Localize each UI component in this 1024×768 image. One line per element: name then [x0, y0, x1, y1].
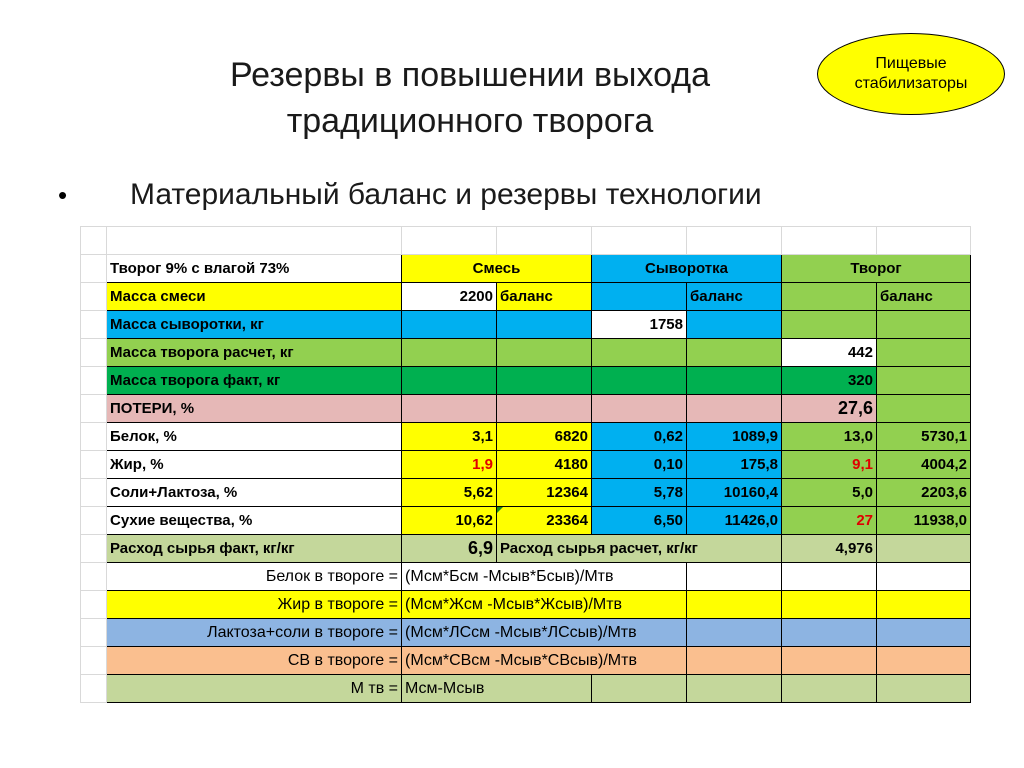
- salts-mix-balance: 12364: [497, 479, 592, 507]
- formula-row: [81, 591, 971, 619]
- badge-line1: Пищевые: [875, 55, 947, 72]
- fat-mix-pct: 1,9: [402, 451, 497, 479]
- formula-row: [81, 563, 971, 591]
- fat-whey-balance: 175,8: [687, 451, 782, 479]
- header-curd: Творог: [782, 255, 971, 283]
- table-row: [81, 283, 971, 311]
- balance-table: [80, 226, 971, 703]
- losses-value: 27,6: [782, 395, 877, 423]
- table-header-row: [81, 255, 971, 283]
- formula-text: (Мсм*Бсм -Мсыв*Бсыв)/Мтв: [402, 563, 687, 591]
- formula-label: Жир в твороге =: [107, 591, 402, 619]
- row-label: Масса смеси: [107, 283, 402, 311]
- consumption-calc-value: 4,976: [782, 535, 877, 563]
- slide-title: [150, 52, 790, 144]
- curd-fact-value: 320: [782, 367, 877, 395]
- formula-label: СВ в твороге =: [107, 647, 402, 675]
- row-label: Масса творога факт, кг: [107, 367, 402, 395]
- mix-balance: баланс: [497, 283, 592, 311]
- table-row: [81, 339, 971, 367]
- salts-whey-balance: 10160,4: [687, 479, 782, 507]
- protein-mix-balance: 6820: [497, 423, 592, 451]
- formula-label: М тв =: [107, 675, 402, 703]
- table-row: [81, 423, 971, 451]
- solids-mix-pct: 10,62: [402, 507, 497, 535]
- row-label: Масса творога расчет, кг: [107, 339, 402, 367]
- solids-whey-balance: 11426,0: [687, 507, 782, 535]
- protein-mix-pct: 3,1: [402, 423, 497, 451]
- header-whey: Сыворотка: [592, 255, 782, 283]
- protein-whey-balance: 1089,9: [687, 423, 782, 451]
- protein-whey-pct: 0,62: [592, 423, 687, 451]
- whey-mass-value: 1758: [592, 311, 687, 339]
- salts-curd-pct: 5,0: [782, 479, 877, 507]
- curd-balance: баланс: [877, 283, 971, 311]
- formula-text: Мсм-Мсыв: [402, 675, 592, 703]
- row-label: Белок, %: [107, 423, 402, 451]
- formula-text: (Мсм*ЛСсм -Мсыв*ЛСсыв)/Мтв: [402, 619, 687, 647]
- bullet-icon: •: [58, 180, 68, 210]
- row-label: Жир, %: [107, 451, 402, 479]
- table-row: [81, 535, 971, 563]
- row-label: Масса сыворотки, кг: [107, 311, 402, 339]
- formula-label: Лактоза+соли в твороге =: [107, 619, 402, 647]
- curd-calc-value: 442: [782, 339, 877, 367]
- consumption-fact-label: Расход сырья факт, кг/кг: [107, 535, 402, 563]
- formula-row: [81, 619, 971, 647]
- salts-curd-balance: 2203,6: [877, 479, 971, 507]
- slide-title-line2: традиционного творога: [286, 102, 654, 140]
- formula-label: Белок в твороге =: [107, 563, 402, 591]
- fat-curd-balance: 4004,2: [877, 451, 971, 479]
- header-label: Творог 9% с влагой 73%: [107, 255, 402, 283]
- fat-mix-balance: 4180: [497, 451, 592, 479]
- formula-text: (Мсм*СВсм -Мсыв*СВсыв)/Мтв: [402, 647, 687, 675]
- badge-line2: стабилизаторы: [854, 75, 968, 92]
- formula-row: [81, 647, 971, 675]
- fat-whey-pct: 0,10: [592, 451, 687, 479]
- table-row: [81, 479, 971, 507]
- solids-whey-pct: 6,50: [592, 507, 687, 535]
- protein-curd-pct: 13,0: [782, 423, 877, 451]
- row-label: ПОТЕРИ, %: [107, 395, 402, 423]
- solids-curd-balance: 11938,0: [877, 507, 971, 535]
- table-row: [81, 507, 971, 535]
- salts-mix-pct: 5,62: [402, 479, 497, 507]
- solids-mix-balance: 23364: [497, 507, 592, 535]
- header-mix: Смесь: [402, 255, 592, 283]
- fat-curd-pct: 9,1: [782, 451, 877, 479]
- whey-balance: баланс: [687, 283, 782, 311]
- row-label: Соли+Лактоза, %: [107, 479, 402, 507]
- solids-curd-pct: 27: [782, 507, 877, 535]
- mix-mass-value: 2200: [402, 283, 497, 311]
- table-row: [81, 227, 971, 255]
- table-row: [81, 451, 971, 479]
- consumption-calc-label: Расход сырья расчет, кг/кг: [497, 535, 782, 563]
- bullet-text: Материальный баланс и резервы технологии: [130, 178, 762, 211]
- salts-whey-pct: 5,78: [592, 479, 687, 507]
- formula-text: (Мсм*Жсм -Мсыв*Жсыв)/Мтв: [402, 591, 687, 619]
- formula-row: [81, 675, 971, 703]
- stabilizers-badge: [817, 33, 1005, 115]
- consumption-fact-value: 6,9: [402, 535, 497, 563]
- row-label: Сухие вещества, %: [107, 507, 402, 535]
- table-row: [81, 311, 971, 339]
- table-row: [81, 395, 971, 423]
- protein-curd-balance: 5730,1: [877, 423, 971, 451]
- table-row: [81, 367, 971, 395]
- slide-title-line1: Резервы в повышении выхода: [229, 56, 711, 94]
